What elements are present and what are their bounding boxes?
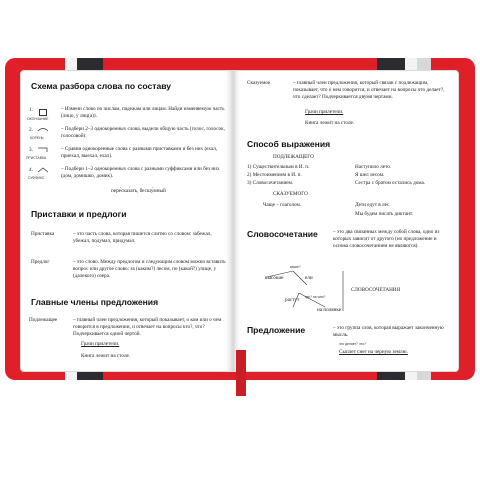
preposition-term: Предлог <box>31 259 50 265</box>
prefix-term: Приставка <box>31 231 55 237</box>
right-page <box>232 70 459 372</box>
predicate-expression-right-2: Мы будем писать диктант. <box>355 211 414 217</box>
expression-row-right: Сестра с братом остались дома. <box>355 180 426 186</box>
suffix-icon <box>37 167 49 173</box>
tree-question-1: какие? <box>290 265 301 269</box>
expression-row-left: 3) Словосочетанием. <box>247 180 294 186</box>
item-text: – Подбери 1–2 однокоренных слова с разными суффиксами или без них (дом, домишко, домик). <box>61 166 220 179</box>
item-number: 3. <box>29 147 33 153</box>
predicate-heading: СКАЗУЕМОГО <box>273 191 308 197</box>
predicate-definition: – главный член предложения, который связан с подлежащим, показывает, что о нем говорится, и отвечает на вопросы что делает?, что сделает? Подчеркивается двумя чертами. <box>293 80 445 100</box>
tree-question-2: где? на чем? <box>305 295 326 299</box>
bookmark-ribbon <box>236 350 246 396</box>
item-tag: ПРИСТАВКА <box>26 156 47 160</box>
composition-example: пере́сказ́ать, бесшу́мный <box>111 188 166 194</box>
subject-example-2: Книга лежит на столе. <box>81 353 131 359</box>
prefixes-title: Приставки и предлоги <box>31 209 127 219</box>
item-number: 2. <box>29 127 33 133</box>
ending-icon <box>39 109 47 116</box>
tree-word-3: растут <box>285 297 300 303</box>
tree-word-1: высокие <box>265 275 284 281</box>
item-text: – Сравни однокоренные слова с разными приставками и без них (ехал, приехал, выехал, ехал). <box>61 146 218 159</box>
expression-row-left: 1) Существительным в И. п. <box>247 164 310 170</box>
item-text: – Подбери 2–3 однокоренных слова, выдели общую часть (голос, голосок, голосовой). <box>61 126 225 139</box>
item-text: – Измени слово по числам, падежам или лицам. Найди изменяемую часть (лицо, у лиц(а)). <box>61 106 225 119</box>
preposition-definition: – это слово. Между предлогом и следующим словом можно вставить вопрос или другое слово: за (каким?) лесом, по (какой?) улице, у (далекого) озера. <box>73 259 226 279</box>
predicate-expression-right-1: Дети едут в лес. <box>355 202 391 208</box>
subject-heading: ПОДЛЕЖАЩЕГО <box>273 154 314 160</box>
tree-word-2: ели <box>305 275 313 281</box>
expression-row-right: Я шел лесом. <box>355 172 385 178</box>
subject-term: Подлежащее <box>29 317 58 323</box>
tree-word-4: на полянке <box>317 307 342 313</box>
item-tag: КОРЕНЬ <box>30 136 44 140</box>
composition-title: Схема разбора слова по составу <box>31 81 172 91</box>
item-tag: СУФФИКС <box>28 176 45 180</box>
predicate-example-2: Книга лежит на столе. <box>305 120 355 126</box>
prefix-definition: – это часть слова, которая пишется слитно со словом: забежал, убежал, подумал, придумал. <box>73 231 212 244</box>
predicate-example-1: Грачи прилетели. <box>305 109 344 115</box>
phrase-definition: – это два связанных между собой слова, одно из которых зависит от другого (но предложение и основа словосочетанием не являются). <box>333 229 440 249</box>
sentence-definition: – это группа слов, которая выражает законченную мысль. <box>333 325 444 338</box>
subject-example-1: Грачи прилетели. <box>81 341 120 347</box>
left-page <box>20 70 234 372</box>
sentence-question: что делает? что? <box>339 342 366 346</box>
expression-row-left: 2) Местоимением в И. п. <box>247 172 302 178</box>
expression-title: Способ выражения <box>247 139 331 149</box>
phrase-side-label: СЛОВОСОЧЕТАНИЯ <box>351 287 401 293</box>
main-members-title: Главные члены предложения <box>31 297 159 307</box>
item-number: 4. <box>29 167 33 173</box>
predicate-term: Сказуемое <box>247 80 271 86</box>
sentence-example: Сыплет снег на черную землю. <box>339 349 408 355</box>
root-icon <box>37 127 49 132</box>
subject-definition: – главный член предложения, который показывает, о ком или о чем говорится в предложении, и отвечает на вопросы кто?, что? Подчеркивается одной чертой. <box>73 317 222 337</box>
sentence-title: Предложение <box>247 325 306 335</box>
item-tag: ОКОНЧАНИЕ <box>27 117 49 121</box>
predicate-expression-left: Чаще – глаголом. <box>263 202 302 208</box>
item-number: 1. <box>29 107 33 113</box>
phrase-title: Словосочетание <box>247 229 318 239</box>
prefix-icon <box>37 147 49 153</box>
expression-row-right: Наступило лето. <box>355 164 392 170</box>
